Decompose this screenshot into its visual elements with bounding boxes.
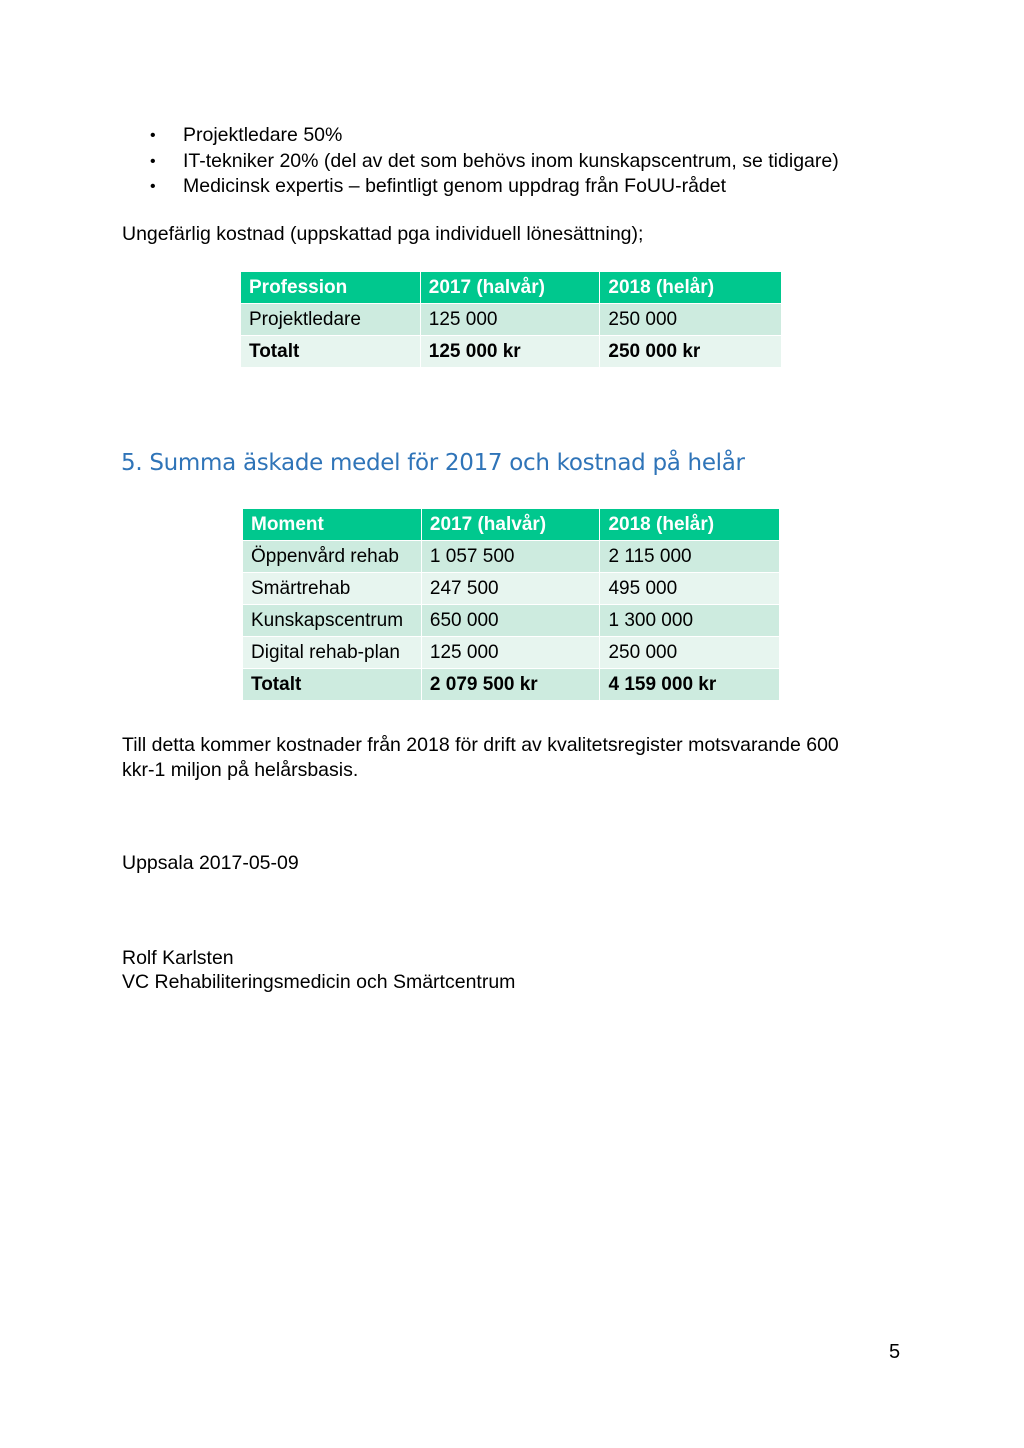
table-cell: 2 115 000 xyxy=(600,541,780,573)
table-cell: Totalt xyxy=(241,336,421,368)
table-cell: 4 159 000 kr xyxy=(600,669,780,701)
table-cell: 250 000 kr xyxy=(600,336,782,368)
bullet-item xyxy=(150,174,839,200)
table-cell: 1 300 000 xyxy=(600,605,780,637)
bullet-item xyxy=(150,149,839,175)
column-header-moment: Moment xyxy=(243,509,422,541)
bullet-icon: • xyxy=(150,178,156,195)
table-cell: 250 000 xyxy=(600,637,780,669)
table-total-row xyxy=(243,669,780,701)
table-cell: 125 000 kr xyxy=(420,336,600,368)
table-cell: 495 000 xyxy=(600,573,780,605)
table-cell: 125 000 xyxy=(421,637,600,669)
cost-intro-paragraph: Ungefärlig kostnad (uppskattad pga individuell lönesättning); xyxy=(122,223,644,245)
table-cell: Smärtrehab xyxy=(243,573,422,605)
signature-title: VC Rehabiliteringsmedicin och Smärtcentrum xyxy=(122,971,516,993)
additional-cost-paragraph: Till detta kommer kostnader från 2018 för drift av kvalitetsregister motsvarande 600 kkr-1 miljon på helårsbasis. xyxy=(122,734,839,781)
table-cell: Kunskapscentrum xyxy=(243,605,422,637)
column-header-2017: 2017 (halvår) xyxy=(420,272,600,304)
staffing-bullet-list xyxy=(150,123,839,200)
bullet-text: IT-tekniker 20% (del av det som behövs inom kunskapscentrum, se tidigare) xyxy=(183,149,839,172)
table-row xyxy=(243,605,780,637)
table-cell: 1 057 500 xyxy=(421,541,600,573)
column-header-profession: Profession xyxy=(241,272,421,304)
table-cell: 650 000 xyxy=(421,605,600,637)
profession-cost-table xyxy=(240,271,782,368)
table-cell: 250 000 xyxy=(600,304,782,336)
table-header-row xyxy=(243,509,780,541)
table-row xyxy=(241,304,782,336)
page-number: 5 xyxy=(889,1341,901,1363)
bullet-item xyxy=(150,123,839,149)
bullet-icon: • xyxy=(150,152,156,170)
table-cell: Projektledare xyxy=(241,304,421,336)
bullet-text: Projektledare 50% xyxy=(183,124,343,146)
place-date: Uppsala 2017-05-09 xyxy=(122,852,299,874)
bullet-text: Medicinsk expertis – befintligt genom uppdrag från FoUU-rådet xyxy=(183,175,727,197)
signature-name: Rolf Karlsten xyxy=(122,947,234,969)
bullet-icon: • xyxy=(150,127,156,144)
table-cell: 247 500 xyxy=(421,573,600,605)
column-header-2017: 2017 (halvår) xyxy=(421,509,600,541)
column-header-2018: 2018 (helår) xyxy=(600,272,782,304)
table-cell: Totalt xyxy=(243,669,422,701)
table-cell: Öppenvård rehab xyxy=(243,541,422,573)
table-cell: 2 079 500 kr xyxy=(421,669,600,701)
table-cell: Digital rehab-plan xyxy=(243,637,422,669)
table-cell: 125 000 xyxy=(420,304,600,336)
column-header-2018: 2018 (helår) xyxy=(600,509,780,541)
table-row xyxy=(243,573,780,605)
table-row xyxy=(243,541,780,573)
table-total-row xyxy=(241,336,782,368)
table-header-row xyxy=(241,272,782,304)
budget-summary-table xyxy=(242,508,780,701)
section-heading: 5. Summa äskade medel för 2017 och kostnad på helår xyxy=(121,450,745,476)
table-row xyxy=(243,637,780,669)
